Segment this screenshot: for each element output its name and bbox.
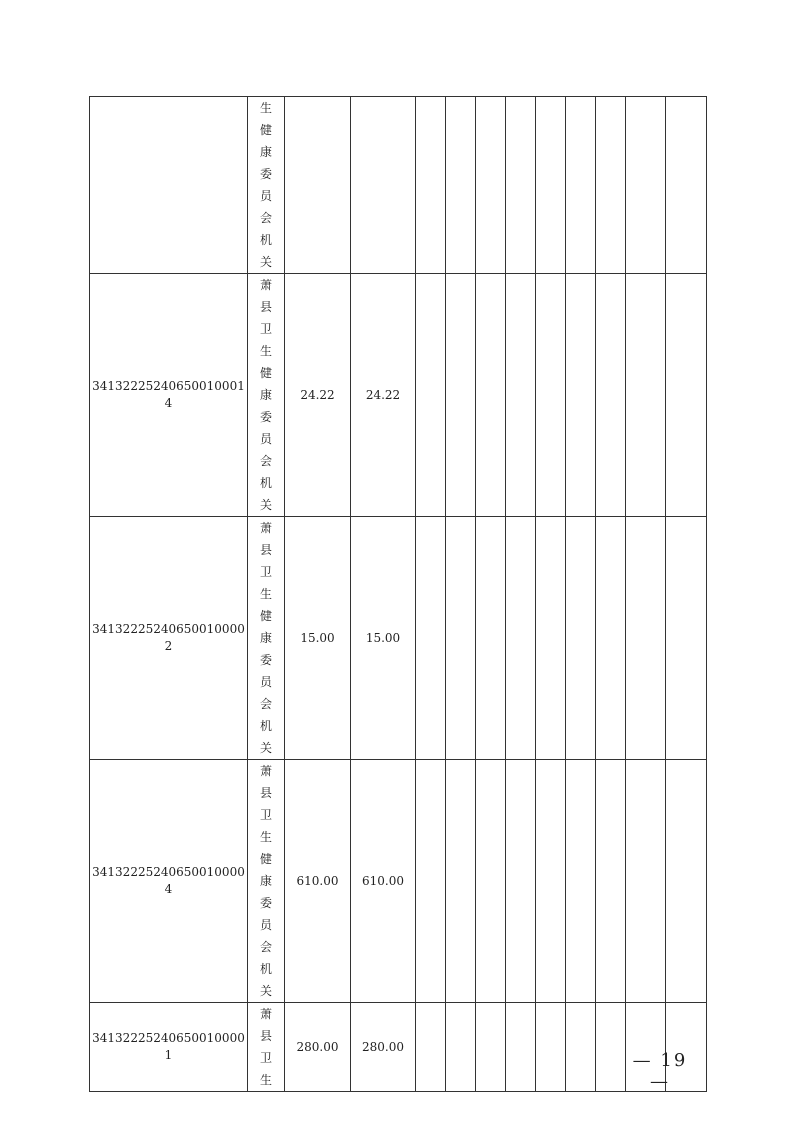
funding-table bbox=[89, 96, 707, 1092]
unit-name-text: 萧 县 卫 生 bbox=[259, 1007, 272, 1087]
empty-cell bbox=[506, 274, 536, 517]
unit-name-cell bbox=[248, 760, 285, 1003]
amount-cell bbox=[285, 97, 351, 274]
table-row bbox=[90, 760, 707, 1003]
empty-cell bbox=[416, 274, 446, 517]
amount-cell: 610.00 bbox=[351, 760, 416, 1003]
table-body bbox=[90, 97, 707, 1092]
empty-cell bbox=[626, 517, 666, 760]
empty-cell bbox=[566, 1003, 596, 1092]
empty-cell bbox=[416, 1003, 446, 1092]
amount-cell: 610.00 bbox=[285, 760, 351, 1003]
empty-cell bbox=[506, 760, 536, 1003]
empty-cell bbox=[666, 97, 707, 274]
empty-cell bbox=[506, 517, 536, 760]
empty-cell bbox=[446, 1003, 476, 1092]
empty-cell bbox=[446, 274, 476, 517]
empty-cell bbox=[416, 97, 446, 274]
unit-name-cell bbox=[248, 97, 285, 274]
empty-cell bbox=[536, 760, 566, 1003]
empty-cell bbox=[566, 97, 596, 274]
empty-cell bbox=[596, 517, 626, 760]
empty-cell bbox=[596, 760, 626, 1003]
empty-cell bbox=[476, 1003, 506, 1092]
empty-cell bbox=[536, 517, 566, 760]
empty-cell bbox=[506, 1003, 536, 1092]
project-code-cell bbox=[90, 97, 248, 274]
unit-name-text: 生 健 康 委 员 会 机 关 bbox=[259, 101, 272, 269]
amount-cell: 24.22 bbox=[351, 274, 416, 517]
unit-name-cell bbox=[248, 1003, 285, 1092]
project-code-cell: 341322252406500100002 bbox=[90, 517, 248, 760]
table-row bbox=[90, 517, 707, 760]
unit-name-text: 萧 县 卫 生 健 康 委 员 会 机 关 bbox=[259, 521, 272, 755]
empty-cell bbox=[476, 517, 506, 760]
empty-cell bbox=[476, 97, 506, 274]
unit-name-cell bbox=[248, 517, 285, 760]
project-code-cell: 341322252406500100004 bbox=[90, 760, 248, 1003]
empty-cell bbox=[416, 517, 446, 760]
unit-name-text: 萧 县 卫 生 健 康 委 员 会 机 关 bbox=[259, 764, 272, 998]
amount-cell: 24.22 bbox=[285, 274, 351, 517]
empty-cell bbox=[666, 517, 707, 760]
empty-cell bbox=[596, 274, 626, 517]
empty-cell bbox=[626, 97, 666, 274]
empty-cell bbox=[566, 760, 596, 1003]
empty-cell bbox=[626, 274, 666, 517]
unit-name-text: 萧 县 卫 生 健 康 委 员 会 机 关 bbox=[259, 278, 272, 512]
empty-cell bbox=[446, 517, 476, 760]
empty-cell bbox=[596, 97, 626, 274]
empty-cell bbox=[446, 97, 476, 274]
empty-cell bbox=[536, 274, 566, 517]
empty-cell bbox=[446, 760, 476, 1003]
page-number: — 19 — bbox=[632, 1050, 688, 1092]
unit-name-cell bbox=[248, 274, 285, 517]
amount-cell bbox=[351, 97, 416, 274]
amount-cell: 280.00 bbox=[351, 1003, 416, 1092]
table-row bbox=[90, 1003, 707, 1092]
empty-cell bbox=[476, 274, 506, 517]
amount-cell: 280.00 bbox=[285, 1003, 351, 1092]
project-code-cell: 341322252406500100014 bbox=[90, 274, 248, 517]
amount-cell: 15.00 bbox=[351, 517, 416, 760]
empty-cell bbox=[666, 760, 707, 1003]
empty-cell bbox=[566, 517, 596, 760]
table-row bbox=[90, 274, 707, 517]
project-code-cell: 341322252406500100001 bbox=[90, 1003, 248, 1092]
empty-cell bbox=[536, 1003, 566, 1092]
empty-cell bbox=[626, 760, 666, 1003]
amount-cell: 15.00 bbox=[285, 517, 351, 760]
empty-cell bbox=[416, 760, 446, 1003]
empty-cell bbox=[536, 97, 566, 274]
empty-cell bbox=[666, 274, 707, 517]
table-row bbox=[90, 97, 707, 274]
empty-cell bbox=[476, 760, 506, 1003]
empty-cell bbox=[506, 97, 536, 274]
empty-cell bbox=[566, 274, 596, 517]
